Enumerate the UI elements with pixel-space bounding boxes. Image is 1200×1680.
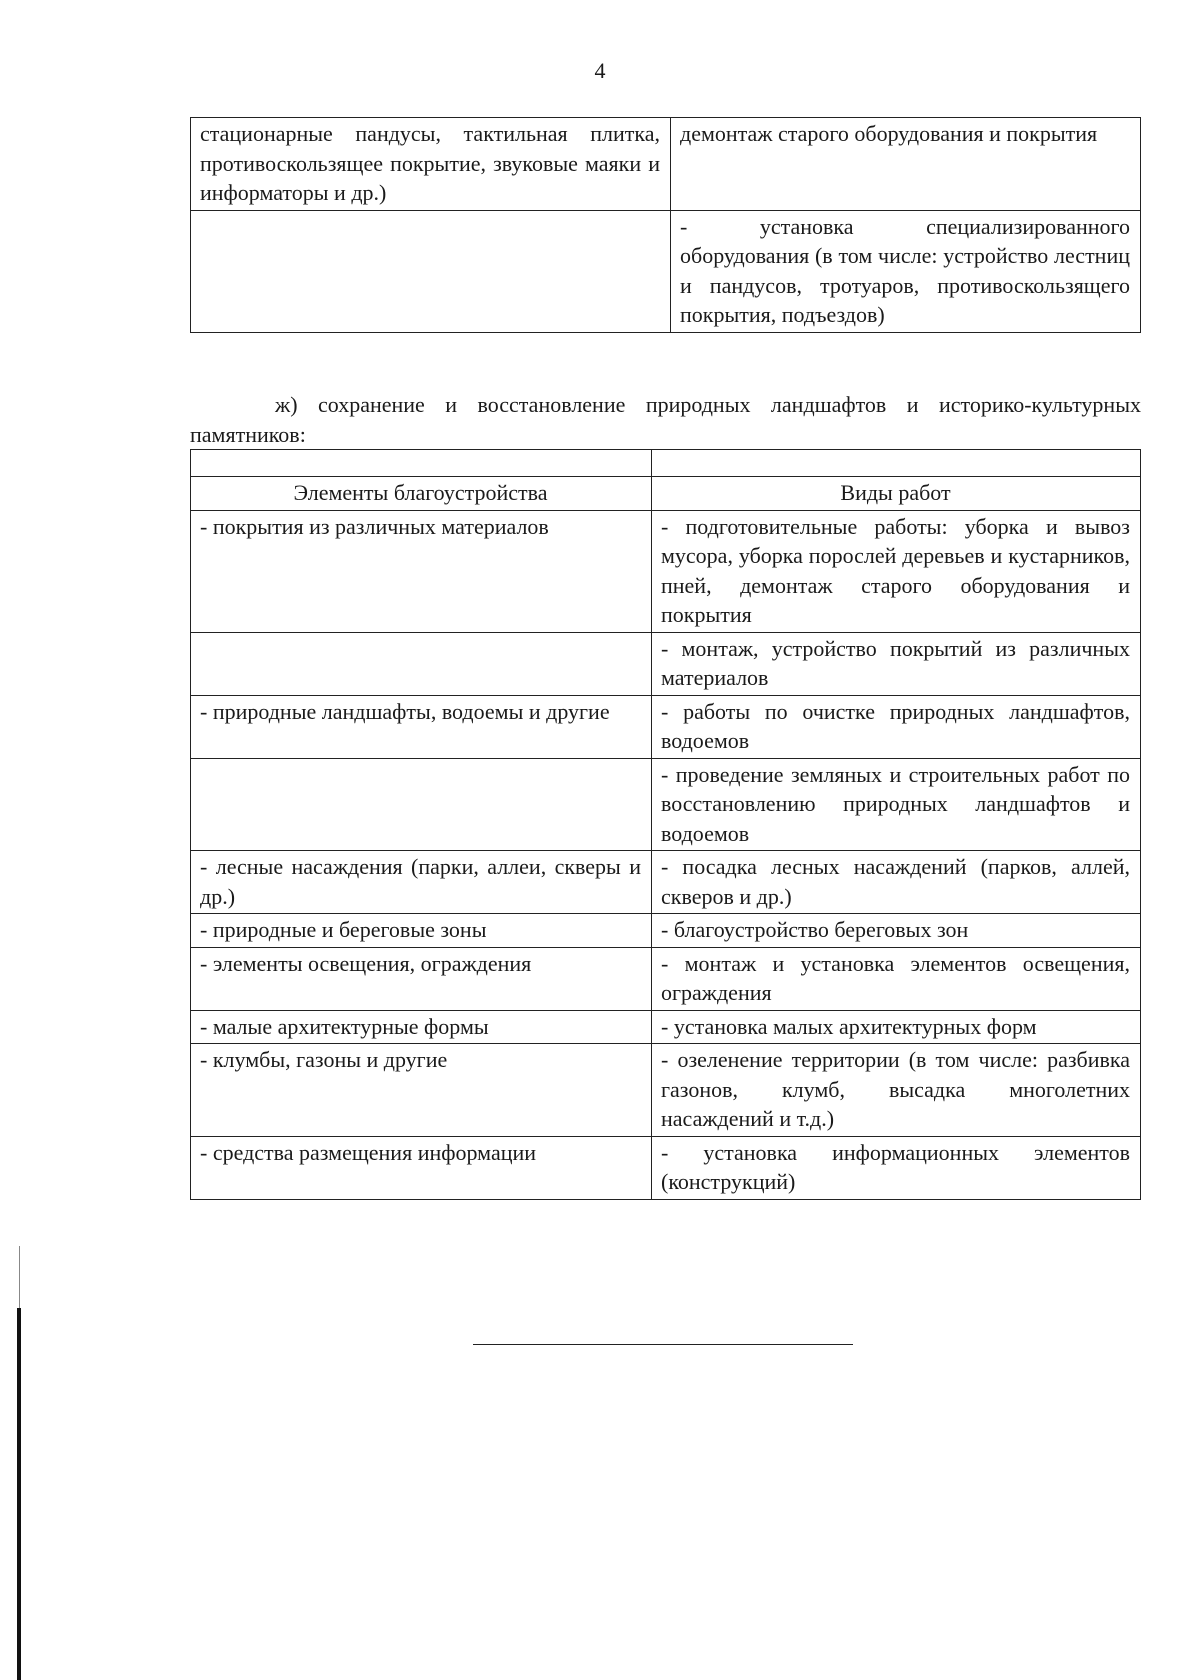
table-row xyxy=(191,947,1141,1010)
scan-edge-mark xyxy=(17,1308,21,1680)
empty-cell xyxy=(652,450,1141,477)
work-cell: - работы по очистке природных ландшафтов, водоемов xyxy=(652,695,1141,758)
work-cell: - благоустройство береговых зон xyxy=(652,914,1141,948)
work-cell: - установка информационных элементов (конструкций) xyxy=(652,1136,1141,1199)
table-row xyxy=(191,914,1141,948)
element-cell: - природные ландшафты, водоемы и другие xyxy=(191,695,652,758)
works-table-continuation xyxy=(190,117,1141,333)
work-cell: - монтаж, устройство покрытий из различных материалов xyxy=(652,632,1141,695)
table-row xyxy=(191,758,1141,851)
table-row xyxy=(191,1010,1141,1044)
section-heading: ж) сохранение и восстановление природных ландшафтов и историко-культурных памятников: xyxy=(190,392,1141,447)
table-row xyxy=(191,210,1141,332)
table-row xyxy=(191,118,1141,211)
element-cell: - лесные насаждения (парки, аллеи, скверы и др.) xyxy=(191,851,652,914)
element-cell: - средства размещения информации xyxy=(191,1136,652,1199)
table-row xyxy=(191,632,1141,695)
element-cell: стационарные пандусы, тактильная плитка, противоскользящее покрытие, звуковые маяки и информаторы и др.) xyxy=(191,118,671,211)
column-header-works: Виды работ xyxy=(652,477,1141,511)
empty-cell xyxy=(191,450,652,477)
element-cell: - природные и береговые зоны xyxy=(191,914,652,948)
element-cell xyxy=(191,210,671,332)
work-cell: - установка специализированного оборудования (в том числе: устройство лестниц и пандусов, тротуаров, противоскользящего покрытия, подъездов) xyxy=(671,210,1141,332)
scan-edge-mark xyxy=(19,1246,20,1308)
table-row xyxy=(191,1044,1141,1137)
element-cell: - элементы освещения, ограждения xyxy=(191,947,652,1010)
footer-divider xyxy=(473,1344,853,1345)
work-cell: демонтаж старого оборудования и покрытия xyxy=(671,118,1141,211)
element-cell: - покрытия из различных материалов xyxy=(191,510,652,632)
table-row xyxy=(191,1136,1141,1199)
table-header-row xyxy=(191,477,1141,511)
work-cell: - подготовительные работы: уборка и вывоз мусора, уборка порослей деревьев и кустарников, пней, демонтаж старого оборудования и покрытия xyxy=(652,510,1141,632)
work-cell: - проведение земляных и строительных работ по восстановлению природных ландшафтов и водоемов xyxy=(652,758,1141,851)
table-empty-row xyxy=(191,450,1141,477)
element-cell xyxy=(191,632,652,695)
work-cell: - монтаж и установка элементов освещения, ограждения xyxy=(652,947,1141,1010)
column-header-elements: Элементы благоустройства xyxy=(191,477,652,511)
table-row xyxy=(191,851,1141,914)
element-cell: - малые архитектурные формы xyxy=(191,1010,652,1044)
element-cell: - клумбы, газоны и другие xyxy=(191,1044,652,1137)
work-cell: - посадка лесных насаждений (парков, аллей, скверов и др.) xyxy=(652,851,1141,914)
work-cell: - установка малых архитектурных форм xyxy=(652,1010,1141,1044)
work-cell: - озеленение территории (в том числе: разбивка газонов, клумб, высадка многолетних насаждений и т.д.) xyxy=(652,1044,1141,1137)
table-row xyxy=(191,695,1141,758)
landscape-works-table xyxy=(190,449,1141,1200)
element-cell xyxy=(191,758,652,851)
page-number: 4 xyxy=(594,58,606,83)
table-row xyxy=(191,510,1141,632)
